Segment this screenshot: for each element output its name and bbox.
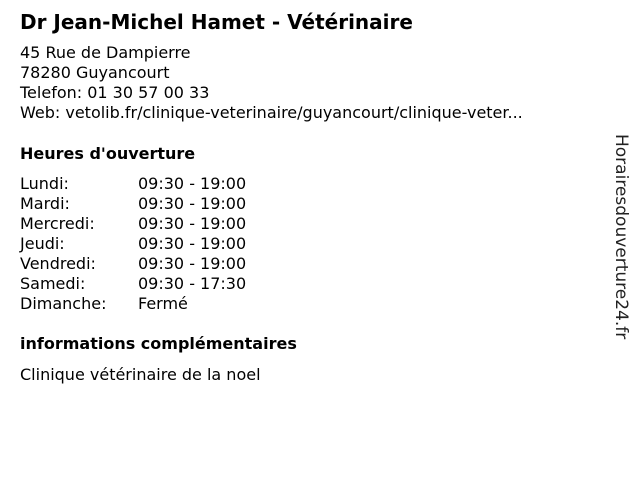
hours-row-wednesday <box>20 214 246 234</box>
time-value: Fermé <box>138 294 188 313</box>
time-value: 09:30 - 17:30 <box>138 274 247 293</box>
website-link[interactable]: Web: vetolib.fr/clinique-veterinaire/guyancourt/clinique-veter... <box>20 103 523 122</box>
day-label: Vendredi: <box>20 254 96 273</box>
address-block <box>20 43 523 123</box>
hours-heading: Heures d'ouverture <box>20 144 196 163</box>
day-label: Mercredi: <box>20 214 95 233</box>
city-postcode: 78280 Guyancourt <box>20 63 170 82</box>
hours-row-monday <box>20 174 246 194</box>
hours-row-saturday <box>20 274 246 294</box>
page-title: Dr Jean-Michel Hamet - Vétérinaire <box>20 10 413 34</box>
time-value: 09:30 - 19:00 <box>138 214 247 233</box>
hours-row-sunday <box>20 294 246 314</box>
hours-row-tuesday <box>20 194 246 214</box>
time-value: 09:30 - 19:00 <box>138 194 247 213</box>
street-address: 45 Rue de Dampierre <box>20 43 191 62</box>
info-text: Clinique vétérinaire de la noel <box>20 365 261 384</box>
time-value: 09:30 - 19:00 <box>138 174 247 193</box>
phone-number: Telefon: 01 30 57 00 33 <box>20 83 210 102</box>
hours-row-thursday <box>20 234 246 254</box>
info-heading: informations complémentaires <box>20 334 297 353</box>
time-value: 09:30 - 19:00 <box>138 234 247 253</box>
day-label: Jeudi: <box>20 234 65 253</box>
opening-hours-table <box>20 174 246 314</box>
time-value: 09:30 - 19:00 <box>138 254 247 273</box>
day-label: Lundi: <box>20 174 69 193</box>
hours-row-friday <box>20 254 246 274</box>
day-label: Dimanche: <box>20 294 107 313</box>
day-label: Samedi: <box>20 274 86 293</box>
site-watermark: Horairesdouverture24.fr <box>611 134 631 340</box>
day-label: Mardi: <box>20 194 70 213</box>
